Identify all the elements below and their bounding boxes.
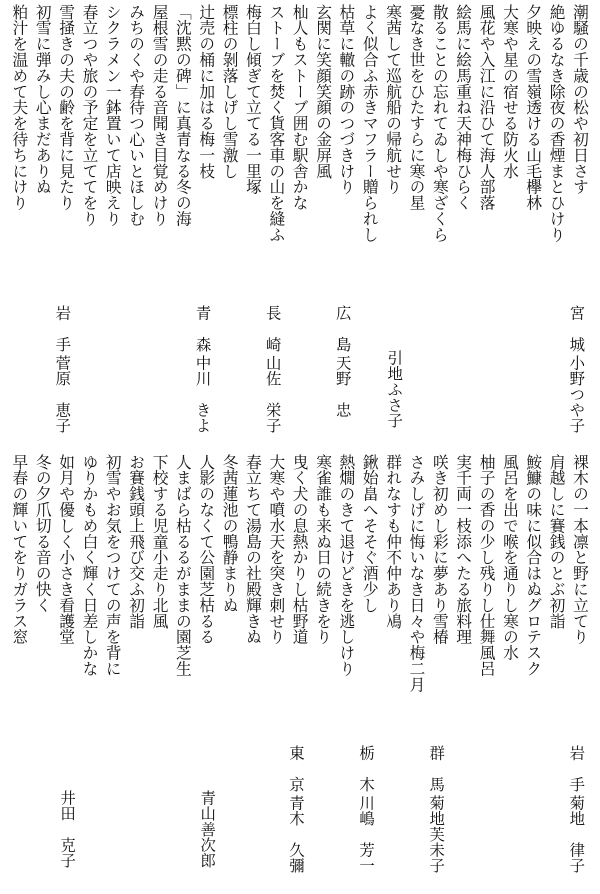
author-name: 菊地芙未子: [427, 795, 446, 873]
haiku-line: 憂なき世をひたすらに寒の星: [407, 4, 427, 211]
haiku-line: 寒雀誰も来ぬ日の続きをり: [314, 454, 334, 645]
author-name: 菊地 律子: [567, 795, 586, 873]
haiku-line: 咲き初めし彩に夢あり雪椿: [430, 454, 450, 645]
haiku-line: 枯草に轍の跡のつづきけり: [337, 4, 357, 195]
haiku-line: 人影のなくて公園芝枯るる: [197, 454, 217, 645]
author-name: 小野つや子: [567, 355, 586, 433]
haiku-line: 寒茜して巡航船の帰航せり: [384, 4, 404, 195]
haiku-line: 辻売の桶に加はる梅一枝: [197, 4, 217, 179]
haiku-line: 下校する児童小走り北風: [150, 454, 170, 629]
haiku-line: 屋根雪の走る音聞き目覚めけり: [150, 4, 170, 227]
haiku-line: 肩越しに賽銭のとぶ初詣: [547, 454, 567, 629]
haiku-line: 大寒や星の宿せる防火水: [500, 4, 520, 179]
author-name: 川嶋 芳一: [357, 795, 376, 873]
bottom-section: [0, 450, 600, 894]
author-prefecture: 青 森: [193, 305, 212, 352]
haiku-line: 冬の夕爪切る音の快く: [33, 454, 53, 613]
haiku-line: 実千両一枝添へたる旅料理: [454, 454, 474, 645]
haiku-line: 風呂を出で喉を通りし寒の水: [500, 454, 520, 661]
haiku-line: 杣人もストーブ囲む駅舎かな: [290, 4, 310, 211]
author-name: 天野 忠: [333, 355, 352, 418]
haiku-line: 裸木の一本凛と野に立てり: [570, 454, 590, 645]
haiku-line: 風花や入江に沿ひて海人部落: [477, 4, 497, 211]
haiku-line: 散ることの忘れてゐしや寒ざくら: [430, 4, 450, 243]
haiku-line: 鍬始畠へそそぐ酒少し: [360, 454, 380, 613]
haiku-line: 夕映えの雪嶺透ける山毛欅林: [524, 4, 544, 211]
author-name: 青山善次郎: [198, 790, 217, 868]
haiku-line: 梅白し傾ぎて立てる一里塚: [243, 4, 263, 195]
haiku-line: 雪掻きの夫の齢を背に見たり: [57, 4, 77, 211]
haiku-line: 早春の輝いてをりガラス窓: [10, 454, 30, 645]
author-prefecture: 東 京: [286, 745, 305, 792]
haiku-line: 粕汁を温めて夫を待ちにけり: [10, 4, 30, 211]
haiku-line: 冬茜蓮池の鴨静まりぬ: [220, 454, 240, 613]
haiku-line: 大寒や噴水天を突き刺せり: [267, 454, 287, 645]
author-prefecture: 岩 手: [567, 745, 586, 792]
haiku-line: 初雪に弾みし心まだありぬ: [33, 4, 53, 195]
author-prefecture: 長 崎: [263, 305, 282, 352]
top-section: [0, 0, 600, 445]
haiku-line: さみしげに悔いなき日々や梅二月: [407, 454, 427, 693]
haiku-line: 熱燗のきて退けどきを逃しけり: [337, 454, 357, 677]
haiku-line: 潮騒の千歳の松や初日さす: [570, 4, 590, 195]
author-prefecture: 宮 城: [567, 305, 586, 352]
haiku-line: ゆりかもめ白く輝く日差しかな: [80, 454, 100, 677]
haiku-line: 群れなすも仲不仲あり鳰: [384, 454, 404, 629]
haiku-line: 標柱の剝落しげし雪激し: [220, 4, 240, 179]
author-prefecture: 岩 手: [53, 305, 72, 352]
author-name: 中川 きよ: [193, 355, 212, 433]
author-name: 引地ふさ子: [385, 350, 404, 428]
haiku-line: 曳く犬の息熱かりし枯野道: [290, 454, 310, 645]
haiku-line: 人まばら枯るるがままの園芝生: [173, 454, 193, 677]
haiku-line: よく似合ふ赤きマフラー贈られし: [360, 4, 380, 243]
haiku-line: 鮟鱇の味に似合はぬグロテスク: [524, 454, 544, 677]
author-name: 井田 克子: [58, 790, 77, 868]
haiku-line: 春立つや旅の予定を立ててをり: [80, 4, 100, 227]
author-name: 山佐 栄子: [263, 355, 282, 433]
haiku-line: 絵馬に絵馬重ね天神梅ひらく: [454, 4, 474, 211]
haiku-line: みちのくや春待つ心いとほしむ: [127, 4, 147, 227]
haiku-line: 絶ゆるなき除夜の香煙まとひけり: [547, 4, 567, 243]
haiku-line: シクラメン一鉢置いて店映えり: [103, 4, 123, 227]
haiku-line: 春立ちて湯島の社殿輝きぬ: [243, 454, 263, 645]
author-name: 青木 久彌: [286, 795, 305, 873]
haiku-line: 如月や優しく小さき看護堂: [57, 454, 77, 645]
haiku-line: 柚子の香の少し残りし仕舞風呂: [477, 454, 497, 677]
author-prefecture: 栃 木: [357, 745, 376, 792]
author-name: 菅原 恵子: [53, 355, 72, 433]
haiku-line: 玄関に笑顔笑顔の金屏風: [314, 4, 334, 179]
author-prefecture: 群 馬: [427, 745, 446, 792]
haiku-line: ストーブを焚く貨客車の山を縫ふ: [267, 4, 287, 243]
haiku-line: お賽銭頭上飛び交ふ初詣: [127, 454, 147, 629]
haiku-line: 初雪やお気をつけての声を背に: [103, 454, 123, 677]
author-prefecture: 広 島: [333, 305, 352, 352]
haiku-line: 「沈黙の碑」に真青なる冬の海: [173, 4, 193, 227]
